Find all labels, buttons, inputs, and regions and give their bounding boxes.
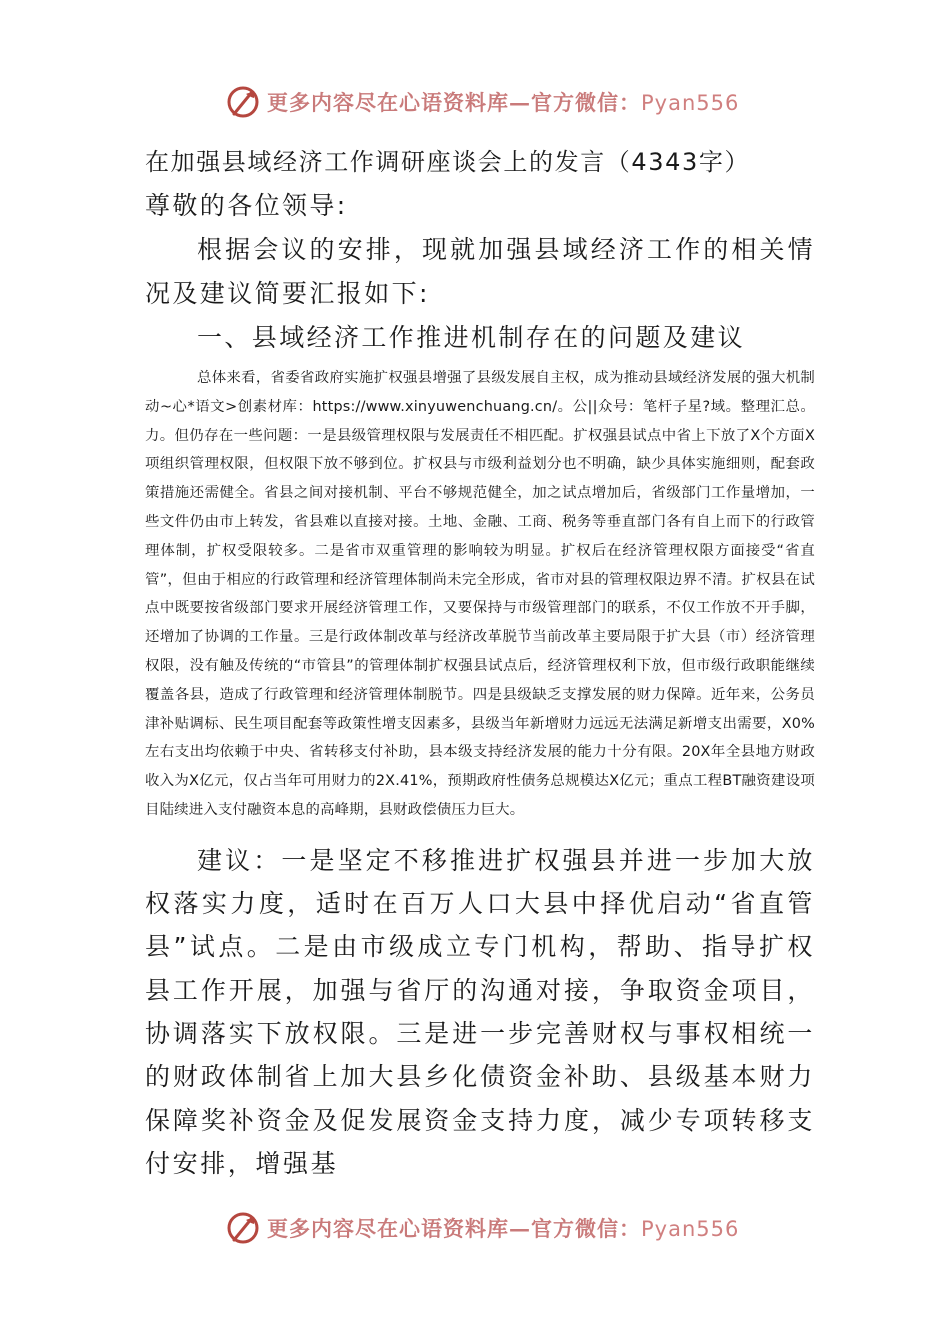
salutation: 尊敬的各位领导: — [145, 191, 348, 220]
quill-logo-icon — [225, 1210, 261, 1246]
section-heading-1: 一、县域经济工作推进机制存在的问题及建议 — [197, 323, 746, 352]
body-paragraph: 总体来看，省委省政府实施扩权强县增强了县级发展自主权，成为推动县域经济发展的强大机制动~心*语文>创素材库：https://www.xinyuwenchuang.cn/。公||众号：笔杆子星?域。整理汇总。力。但仍存在一些问题：一是县级管理权限与发展责任不相匹配。扩权强县试点中省上下放了X个方面X项组织管理权限，但权限下放不够到位。扩权县与市级利益划分也不明确，缺少具体实施细则，配套政策措施还需健全。省县之间对接机制、平台不够规范健全，加之试点增加后，省级部门工作量增加，一些文件仍由市上转发，省县难以直接对接。土地、金融、工商、税务等垂直部门各有自上而下的行政管理体制，扩权受限较多。二是省市双重管理的影响较为明显。扩权后在经济管理权限方面接受“省直管”，但由于相应的行政管理和经济管理体制尚未完全形成，省市对县的管理权限边界不清。扩权县在试点中既要按省级部门要求开展经济管理工作，又要保持与市级管理部门的联系，不仅工作放不开手脚，还增加了协调的工作量。三是行政体制改革与经济改革脱节当前改革主要局限于扩大县（市）经济管理权限，没有触及传统的“市管县”的管理体制扩权强县试点后，经济管理权利下放，但市级行政职能继续覆盖各县，造成了行政管理和经济管理体制脱节。四是县级缺乏支撑发展的财力保障。近年来，公务员津补贴调标、民生项目配套等政策性增支因素多，县级当年新增财力远远无法满足新增支出需要，X0%左右支出均依赖于中央、省转移支付补助，县本级支持经济发展的能力十分有限。20X年全县地方财政收入为X亿元，仅占当年可用财力的2X.41%，预期政府性债务总规模达X亿元；重点工程BT融资建设项目陆续进入支付融资本息的高峰期，县财政偿债压力巨大。 — [145, 370, 815, 818]
document-title: 在加强县域经济工作调研座谈会上的发言（4343字） — [145, 148, 751, 176]
banner-text: 更多内容尽在心语资料库—官方微信：Pyan556 — [267, 1216, 740, 1241]
intro-paragraph: 根据会议的安排，现就加强县域经济工作的相关情况及建议简要汇报如下: — [145, 235, 815, 308]
header-watermark-banner — [225, 82, 745, 122]
suggestion-paragraph: 建议：一是坚定不移推进扩权强县并进一步加大放权落实力度，适时在百万人口大县中择优启动“省直管县”试点。二是由市级成立专门机构，帮助、指导扩权县工作开展，加强与省厅的沟通对接，争取资金项目，协调落实下放权限。三是进一步完善财权与事权相统一的财政体制省上加大县乡化债资金补助、县级基本财力保障奖补资金及促发展资金支持力度，减少专项转移支付安排，增强基 — [145, 845, 815, 1178]
document-body — [145, 140, 815, 1185]
quill-logo-icon — [225, 84, 261, 120]
wechat-id: Pyan556 — [641, 1217, 740, 1241]
footer-watermark-banner — [225, 1208, 745, 1248]
wechat-id: Pyan556 — [641, 91, 740, 115]
banner-text: 更多内容尽在心语资料库—官方微信：Pyan556 — [267, 90, 740, 115]
